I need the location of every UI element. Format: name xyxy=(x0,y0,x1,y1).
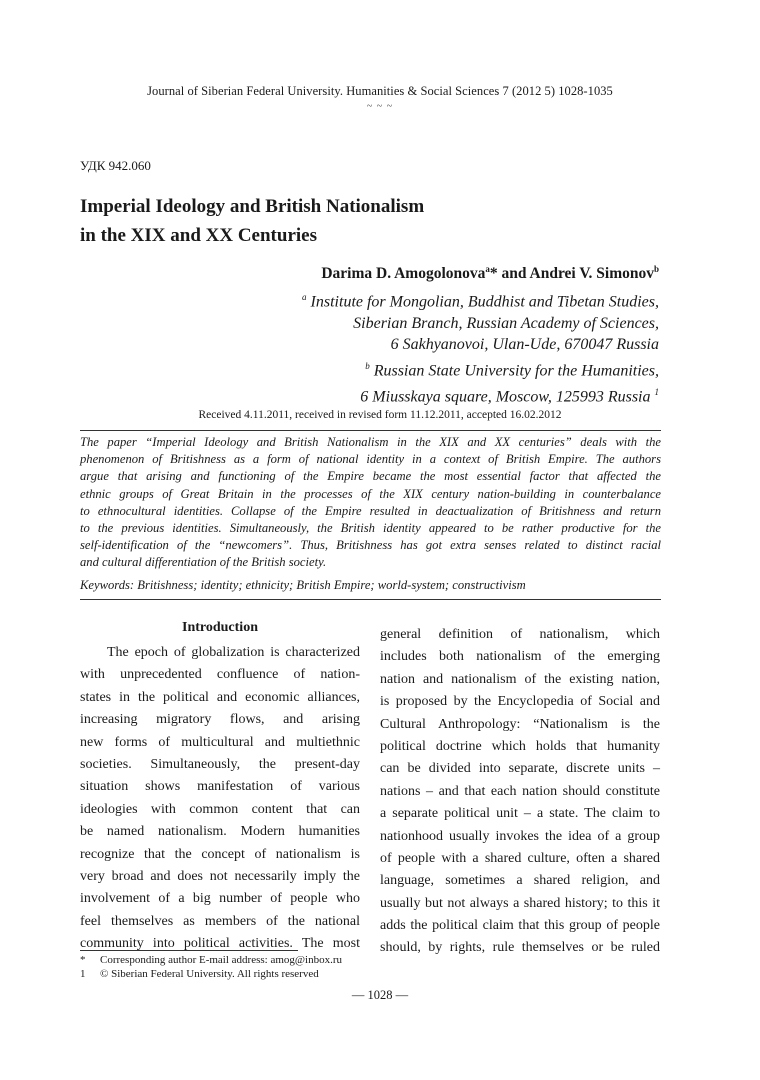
affil-mark: a xyxy=(302,292,307,302)
footnote xyxy=(80,967,342,981)
body-line: political doctrine which holds that humanity xyxy=(380,738,660,754)
body-line: nation and nationalism of the existing nation, xyxy=(380,671,660,687)
body-line: feel themselves as members of the national xyxy=(80,913,360,929)
body-line: new forms of multicultural and multiethnic xyxy=(80,734,360,750)
abstract-bottom-rule xyxy=(80,599,661,600)
title-line: Imperial Ideology and British Nationalism xyxy=(80,196,425,217)
footnote-text: Corresponding author E-mail address: amog@inbox.ru xyxy=(100,954,342,966)
body-line: Cultural Anthropology: “Nationalism is the xyxy=(380,716,660,732)
abstract-line: phenomenon of Britishness as a form of national identity in a context of British Empire. The authors xyxy=(80,452,661,467)
affiliation-line xyxy=(302,382,659,408)
abstract-line: argue that arising and functioning of the Empire became the most essential factor that affected the xyxy=(80,469,661,484)
affiliation-line: 6 Sakhyanovoi, Ulan-Ude, 670047 Russia xyxy=(390,336,659,354)
body-line: of people with a shared culture, often a shared xyxy=(380,850,660,866)
body-line: general definition of nationalism, which xyxy=(380,627,660,642)
body-line: very broad and does not necessarily imply the xyxy=(80,868,360,884)
footnote-mark: 1 xyxy=(654,386,659,397)
page-number: — 1028 — xyxy=(351,988,409,1002)
body-line: situation shows manifestation of various xyxy=(80,779,360,795)
abstract-line: The paper “Imperial Ideology and British Nationalism in the XIX and XX centuries” deals with the xyxy=(80,435,661,449)
author-name: Darima D. Amogolonova xyxy=(321,265,486,283)
abstract-line: self-identification of the “newcomers”. Thus, Britishness has got extra senses related to distinct racial xyxy=(80,538,661,553)
corresponding-mark: * xyxy=(489,265,498,283)
body-line: usually but not always a shared history; to this it xyxy=(380,895,660,911)
footnotes xyxy=(80,953,342,981)
body-column-left xyxy=(80,642,360,955)
authors-line xyxy=(321,264,659,283)
author-affil-mark: a xyxy=(485,264,490,274)
body-line: includes both nationalism of the emerging xyxy=(380,649,660,665)
affiliation-line: Siberian Branch, Russian Academy of Sciences, xyxy=(353,314,659,332)
body-line: states in the political and economic alliances, xyxy=(80,689,360,705)
header-ornament: ~ ~ ~ xyxy=(366,101,394,112)
affiliations xyxy=(302,287,659,407)
abstract xyxy=(80,434,661,572)
title-line: in the XIX and XX Centuries xyxy=(80,225,317,246)
body-column-right xyxy=(380,624,660,960)
abstract-top-rule xyxy=(80,430,661,431)
footnote-text: © Siberian Federal University. All rights reserved xyxy=(100,968,319,980)
affiliation-line xyxy=(302,356,659,382)
body-line: adds the political claim that this group of people xyxy=(380,918,660,934)
abstract-line: and cultural differentiation of the British society. xyxy=(80,555,327,570)
body-line: language, sometimes a shared religion, and xyxy=(380,873,660,889)
body-line: be named nationalism. Modern humanities xyxy=(80,824,360,840)
footnote-mark: 1 xyxy=(80,968,86,980)
footnote-mark: * xyxy=(80,954,86,966)
article-title xyxy=(80,192,680,250)
author-name: and Andrei V. Simonov xyxy=(497,265,654,283)
body-line: a separate political unit – a state. The claim to xyxy=(380,806,660,822)
affiliation-text: 6 Miusskaya square, Moscow, 125993 Russia xyxy=(360,387,651,405)
received-dates: Received 4.11.2011, received in revised form 11.12.2011, accepted 16.02.2012 xyxy=(198,409,562,421)
body-line: involvement of a big number of people who xyxy=(80,891,360,907)
body-line: ideologies with common content that can xyxy=(80,801,360,817)
affiliation-line xyxy=(302,287,659,313)
udc-code: УДК 942.060 xyxy=(80,158,151,173)
body-line: increasing migratory flows, and arising xyxy=(80,712,360,728)
body-line: The epoch of globalization is characterized xyxy=(107,645,360,660)
body-line: should, by rights, rule themselves or be ruled xyxy=(380,940,660,956)
body-line: community into political activities. The most xyxy=(80,936,360,952)
abstract-line: ethnic groups of Great Britain in the processes of the XIX century nation-building in counterbalance xyxy=(80,486,661,501)
author-affil-mark: b xyxy=(653,264,659,274)
abstract-line: to the previous identities. Simultaneously, the British identity appeared to be rather productive for the xyxy=(80,521,661,536)
affiliation-text: Russian State University for the Humanities, xyxy=(373,362,659,380)
keywords: Keywords: Britishness; identity; ethnicity; British Empire; world-system; constructivism xyxy=(80,578,526,592)
affiliation-text: Institute for Mongolian, Buddhist and Tibetan Studies, xyxy=(310,293,659,311)
footnote xyxy=(80,953,342,967)
footnote-rule xyxy=(80,950,298,951)
body-line: with unprecedented confluence of nation- xyxy=(80,667,360,683)
section-heading: Introduction xyxy=(182,620,258,635)
body-line: nationhood usually invokes the idea of a group xyxy=(380,828,660,844)
body-line: recognize that the concept of nationalism is xyxy=(80,846,360,862)
body-line: is proposed by the Encyclopedia of Social and xyxy=(380,694,660,710)
affil-mark: b xyxy=(365,360,370,371)
body-line: societies. Simultaneously, the present-day xyxy=(80,756,360,772)
body-line: can be divided into separate, discrete units – xyxy=(380,761,660,777)
journal-header: Journal of Siberian Federal University. Humanities & Social Sciences 7 (2012 5) 1028-1035 xyxy=(147,84,613,98)
abstract-line: to ethnocultural identities. Collapse of the Empire resulted in deactualization of Britishness and return xyxy=(80,503,661,518)
body-line: nations – and that each nation should constitute xyxy=(380,783,660,799)
